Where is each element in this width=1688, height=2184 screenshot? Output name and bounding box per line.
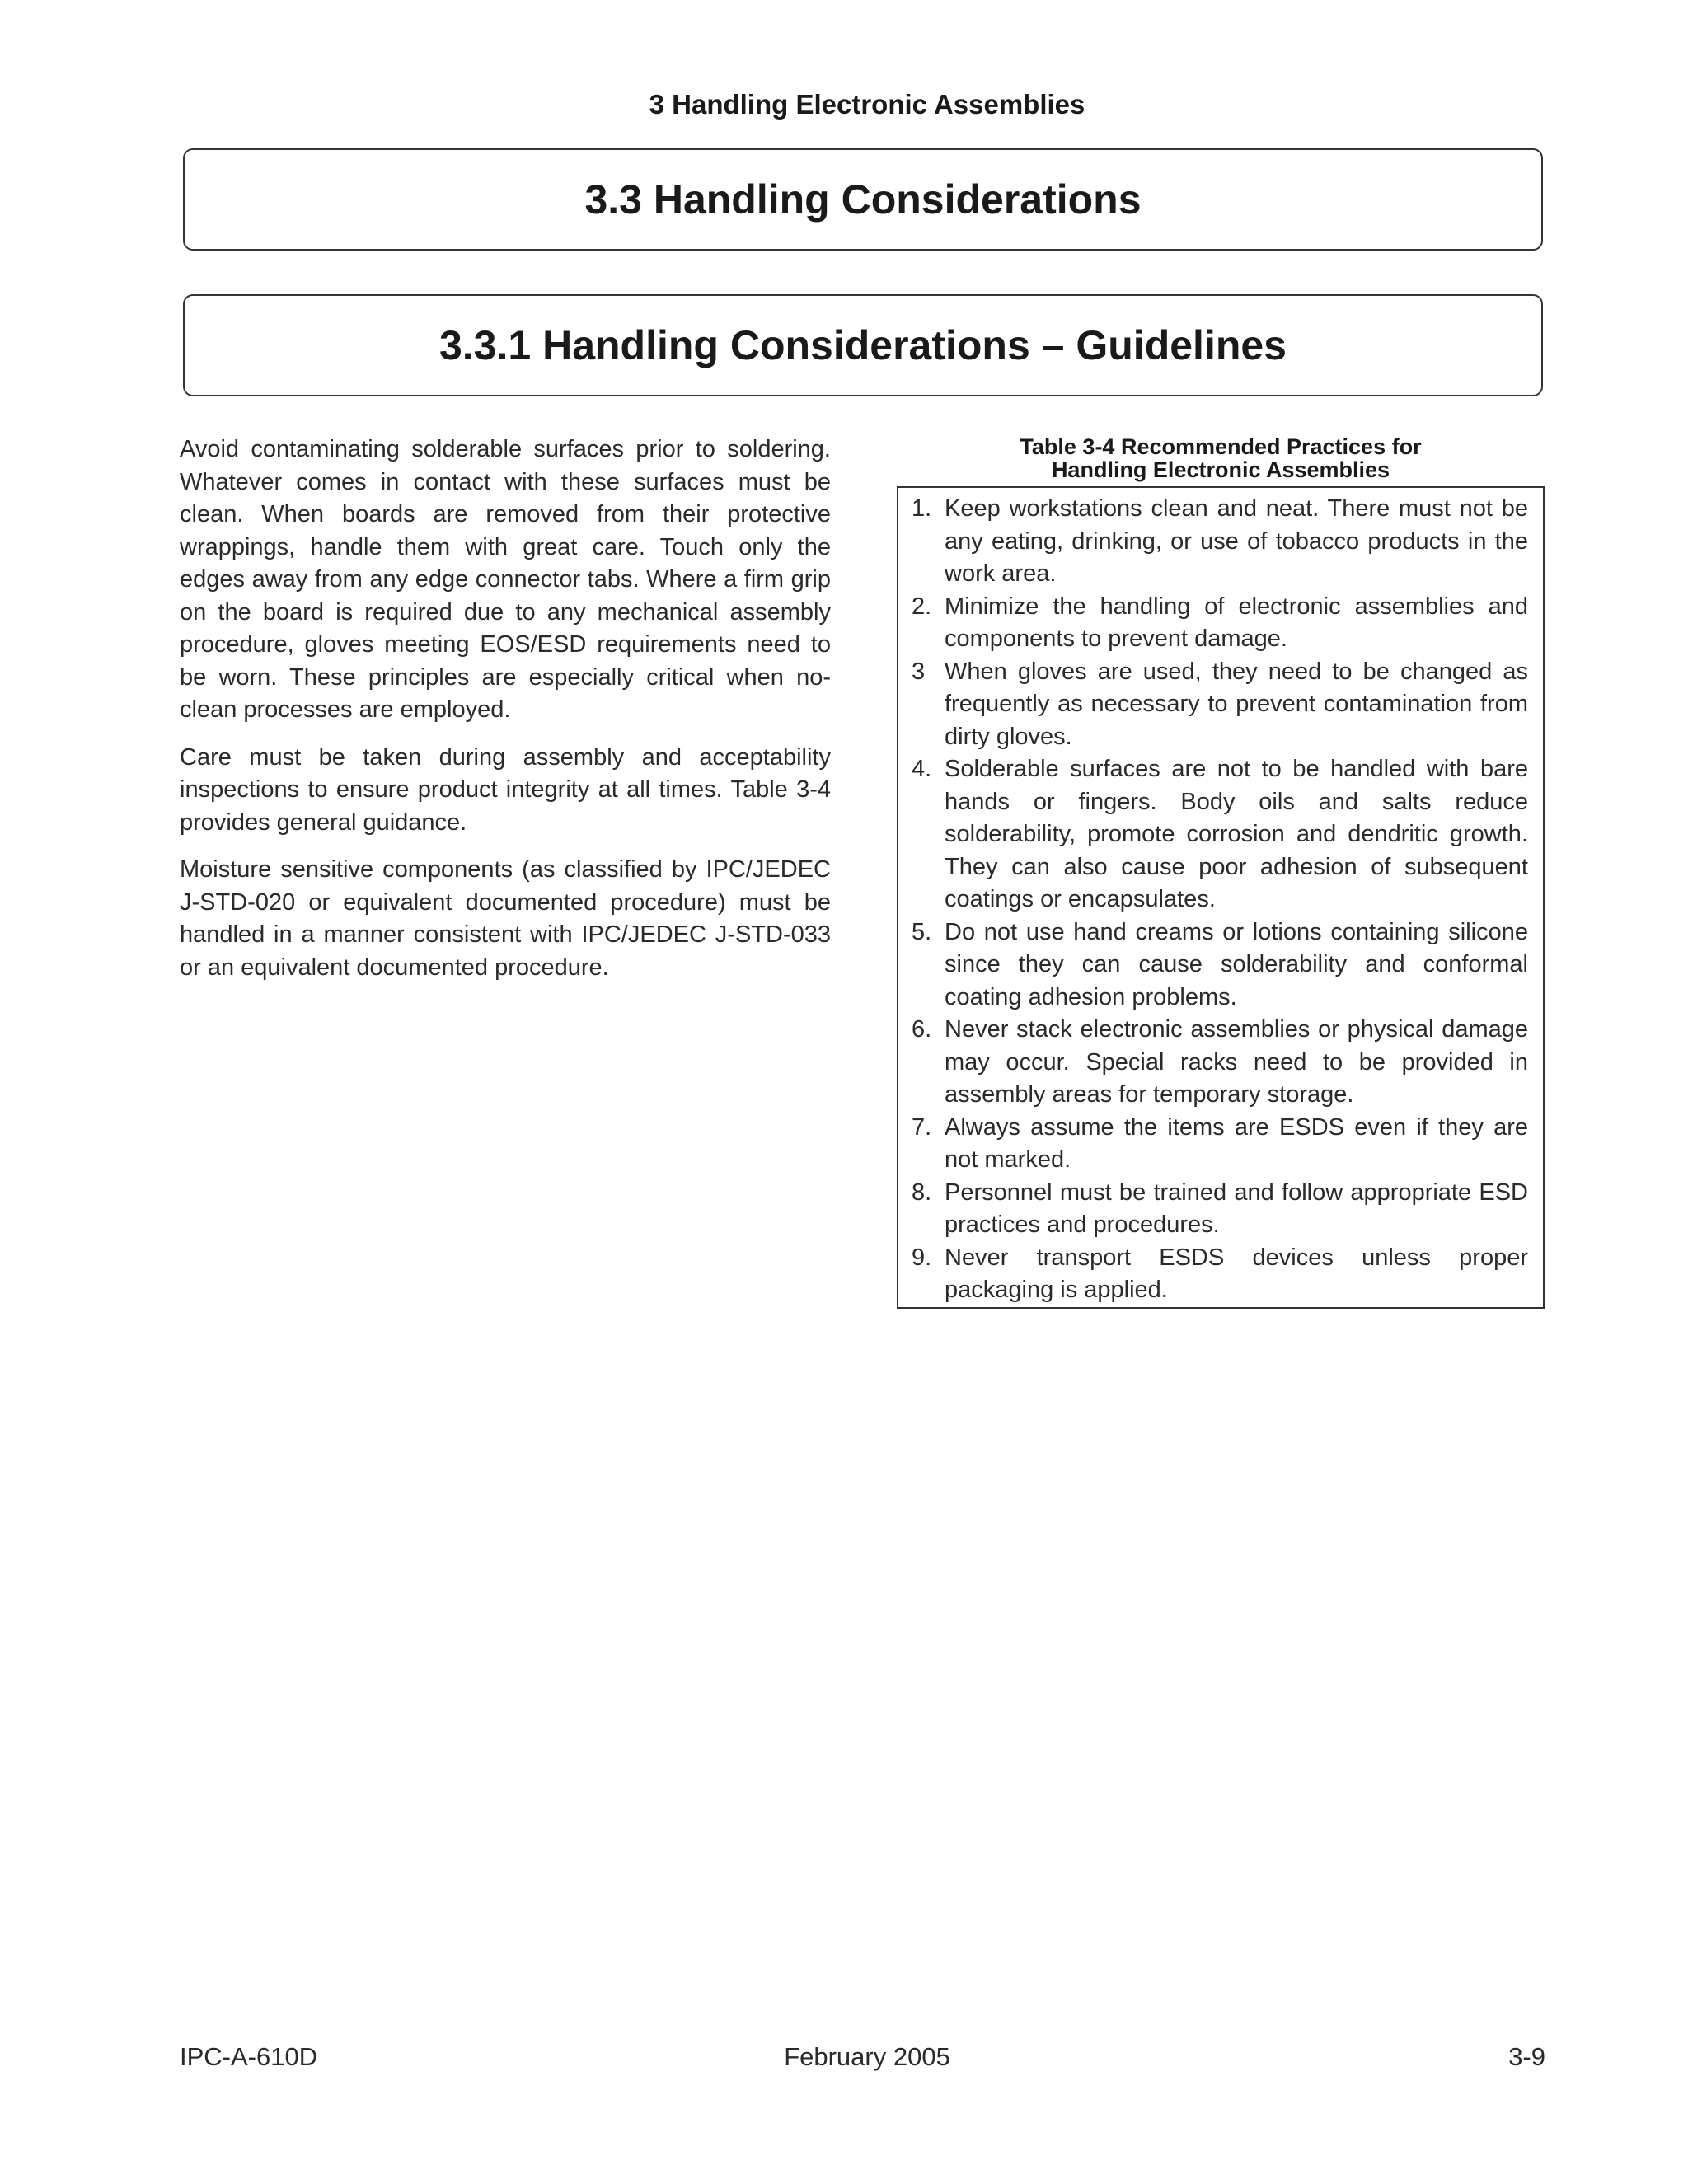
body-paragraph: Moisture sensitive components (as classified by IPC/JEDEC J-STD-020 or equivalent documented procedure) must be handled in a manner consistent with IPC/JEDEC J-STD-033 or an equivalent documented procedure. [180, 856, 831, 981]
footer-document-id: IPC-A-610D [180, 2042, 318, 2071]
practice-number: 4. [912, 756, 932, 782]
practice-item [912, 493, 1528, 591]
practice-number: 1. [912, 495, 932, 522]
practice-text: Keep workstations clean and neat. There must not be any eating, drinking, or use of tobacco products in the work area. [945, 495, 1528, 587]
practice-number: 5. [912, 918, 932, 945]
practices-table [897, 486, 1545, 1309]
footer-page-number: 3-9 [1508, 2042, 1545, 2071]
practice-text: Do not use hand creams or lotions containing silicone since they can cause solderability and conformal coating adhesion problems. [945, 918, 1528, 1010]
practice-item [912, 591, 1528, 656]
practice-item [912, 1242, 1528, 1307]
practice-item [912, 1177, 1528, 1242]
subsection-title: 3.3.1 Handling Considerations – Guidelines [183, 294, 1543, 396]
running-head: 3 Handling Electronic Assemblies [649, 89, 1085, 120]
footer-date: February 2005 [784, 2042, 950, 2071]
practice-number: 3 [912, 658, 926, 685]
body-text-column [180, 434, 831, 999]
practice-item [912, 916, 1528, 1015]
practice-text: Solderable surfaces are not to be handled with bare hands or fingers. Body oils and salts reduce solderability, promote corrosion and dendritic growth. They can also cause poor adhesion of subsequent coatings or encapsulates. [945, 756, 1528, 912]
practice-number: 7. [912, 1113, 932, 1141]
body-paragraph: Care must be taken during assembly and acceptability inspections to ensure product integrity at all times. Table 3-4 provides general guidance. [180, 743, 831, 836]
table-caption [897, 435, 1545, 481]
practice-text: When gloves are used, they need to be changed as frequently as necessary to prevent contamination from dirty gloves. [945, 658, 1528, 750]
practice-text: Personnel must be trained and follow appropriate ESD practices and procedures. [945, 1179, 1528, 1238]
practice-number: 8. [912, 1179, 932, 1206]
practice-text: Minimize the handling of electronic assemblies and components to prevent damage. [945, 593, 1528, 652]
practice-item [912, 656, 1528, 754]
practice-item [912, 753, 1528, 916]
practice-text: Never transport ESDS devices unless proper packaging is applied. [945, 1244, 1528, 1303]
practices-list [912, 493, 1528, 1307]
section-title: 3.3 Handling Considerations [183, 148, 1543, 251]
table-caption-line-2: Handling Electronic Assemblies [1051, 457, 1390, 482]
practice-item [912, 1014, 1528, 1112]
practice-text: Always assume the items are ESDS even if they are not marked. [945, 1113, 1528, 1173]
practice-text: Never stack electronic assemblies or physical damage may occur. Special racks need to be provided in assembly areas for temporary storage. [945, 1016, 1528, 1108]
practice-item [912, 1112, 1528, 1177]
practice-number: 9. [912, 1244, 932, 1271]
practice-number: 6. [912, 1016, 932, 1043]
table-caption-line-1: Table 3-4 Recommended Practices for [1020, 434, 1422, 459]
practice-number: 2. [912, 593, 932, 620]
body-paragraph: Avoid contaminating solderable surfaces prior to soldering. Whatever comes in contact with these surfaces must be clean. When boards are removed from their protective wrappings, handle them with great care. Touch only the edges away from any edge connector tabs. Where a firm grip on the board is required due to any mechanical assembly procedure, gloves meeting EOS/ESD requirements need to be worn. These principles are especially critical when no-clean processes are employed. [180, 436, 831, 723]
